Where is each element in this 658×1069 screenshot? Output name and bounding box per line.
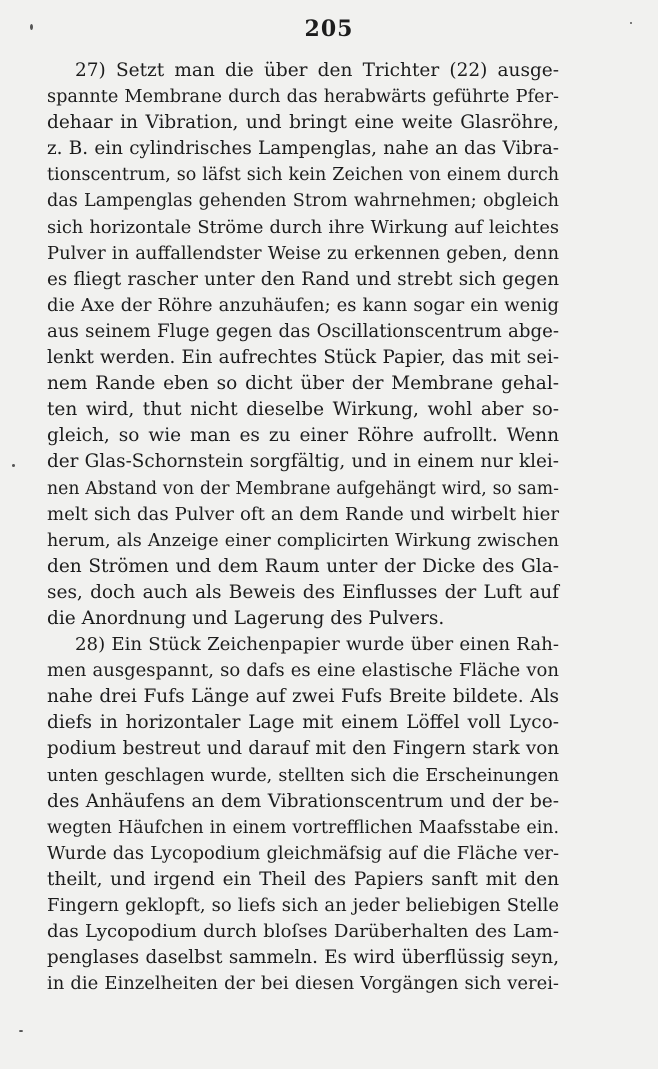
text-line: die Anordnung und Lagerung des Pulvers.: [47, 607, 445, 629]
text-line: dehaar in Vibration, und bringt eine weite Glasröhre,: [47, 112, 559, 134]
scan-speck: [19, 1030, 23, 1032]
text-line: des Anhäufens an dem Vibrationscentrum und der be-: [47, 790, 559, 812]
text-line: das Lycopodium durch bloſses Darüberhalten des Lam-: [47, 921, 559, 943]
text-line: 27) Setzt man die über den Trichter (22) ausge-: [75, 60, 559, 81]
text-line: unten geschlagen wurde, stellten sich die Erscheinungen: [47, 765, 559, 786]
text-line: aus seinem Fluge gegen das Oscillationscentrum abge-: [47, 320, 559, 342]
text-line: Fingern geklopft, so liefs sich an jeder beliebigen Stelle: [47, 895, 559, 916]
text-line: herum, als Anzeige einer complicirten Wirkung zwischen: [47, 530, 559, 551]
text-line: theilt, und irgend ein Theil des Papiers sanft mit den: [47, 868, 559, 890]
text-line: den Strömen und dem Raum unter der Dicke des Gla-: [47, 555, 559, 577]
text-line: tionscentrum, so läfst sich kein Zeichen von einem durch: [47, 165, 559, 186]
scan-speck: [30, 24, 33, 30]
text-line: ses, doch auch als Beweis des Einflusses der Luft auf: [47, 581, 559, 603]
text-line: spannte Membrane durch das herabwärts geführte Pfer-: [47, 87, 559, 108]
page-number: 205: [304, 16, 354, 42]
text-line: lenkt werden. Ein aufrechtes Stück Papier, das mit sei-: [47, 347, 559, 369]
text-line: z. B. ein cylindrisches Lampenglas, nahe an das Vibra-: [47, 138, 559, 160]
text-line: sich horizontale Ströme durch ihre Wirkung auf leichtes: [47, 216, 559, 238]
text-line: ten wird, thut nicht dieselbe Wirkung, wohl aber so-: [47, 399, 559, 421]
text-line: 28) Ein Stück Zeichenpapier wurde über einen Rah-: [75, 634, 559, 656]
text-line: podium bestreut und darauf mit den Fingern stark von: [47, 738, 559, 760]
text-line: Wurde das Lycopodium gleichmäfsig auf die Fläche ver-: [47, 842, 559, 864]
text-line: melt sich das Pulver oft an dem Rande und wirbelt hier: [47, 503, 559, 525]
text-line: nen Abstand von der Membrane aufgehängt wird, so sam-: [47, 478, 559, 499]
text-line: nahe drei Fufs Länge auf zwei Fufs Breite bildete. Als: [47, 686, 559, 708]
text-line: men ausgespannt, so dafs es eine elastische Fläche von: [47, 660, 559, 682]
text-line: der Glas-Schornstein sorgfältig, und in einem nur klei-: [47, 451, 559, 473]
text-line: diefs in horizontaler Lage mit einem Löffel voll Lyco-: [47, 712, 559, 734]
scan-speck: [12, 464, 15, 467]
text-line: das Lampenglas gehenden Strom wahrnehmen; obgleich: [47, 191, 559, 212]
text-line: in die Einzelheiten der bei diesen Vorgängen sich verei-: [47, 973, 559, 995]
text-line: die Axe der Röhre anzuhäufen; es kann sogar ein wenig: [47, 294, 559, 316]
text-line: penglases daselbst sammeln. Es wird überflüssig seyn,: [47, 947, 559, 969]
text-line: wegten Häufchen in einem vortrefflichen Maafsstabe ein.: [47, 817, 559, 838]
scan-speck: [630, 22, 632, 24]
text-line: gleich, so wie man es zu einer Röhre aufrollt. Wenn: [47, 425, 559, 447]
body-text: [47, 58, 559, 997]
text-line: nem Rande eben so dicht über der Membrane gehal-: [47, 373, 559, 395]
text-line: es fliegt rascher unter den Rand und strebt sich gegen: [47, 268, 559, 290]
text-line: Pulver in auffallendster Weise zu erkennen geben, denn: [47, 242, 559, 264]
